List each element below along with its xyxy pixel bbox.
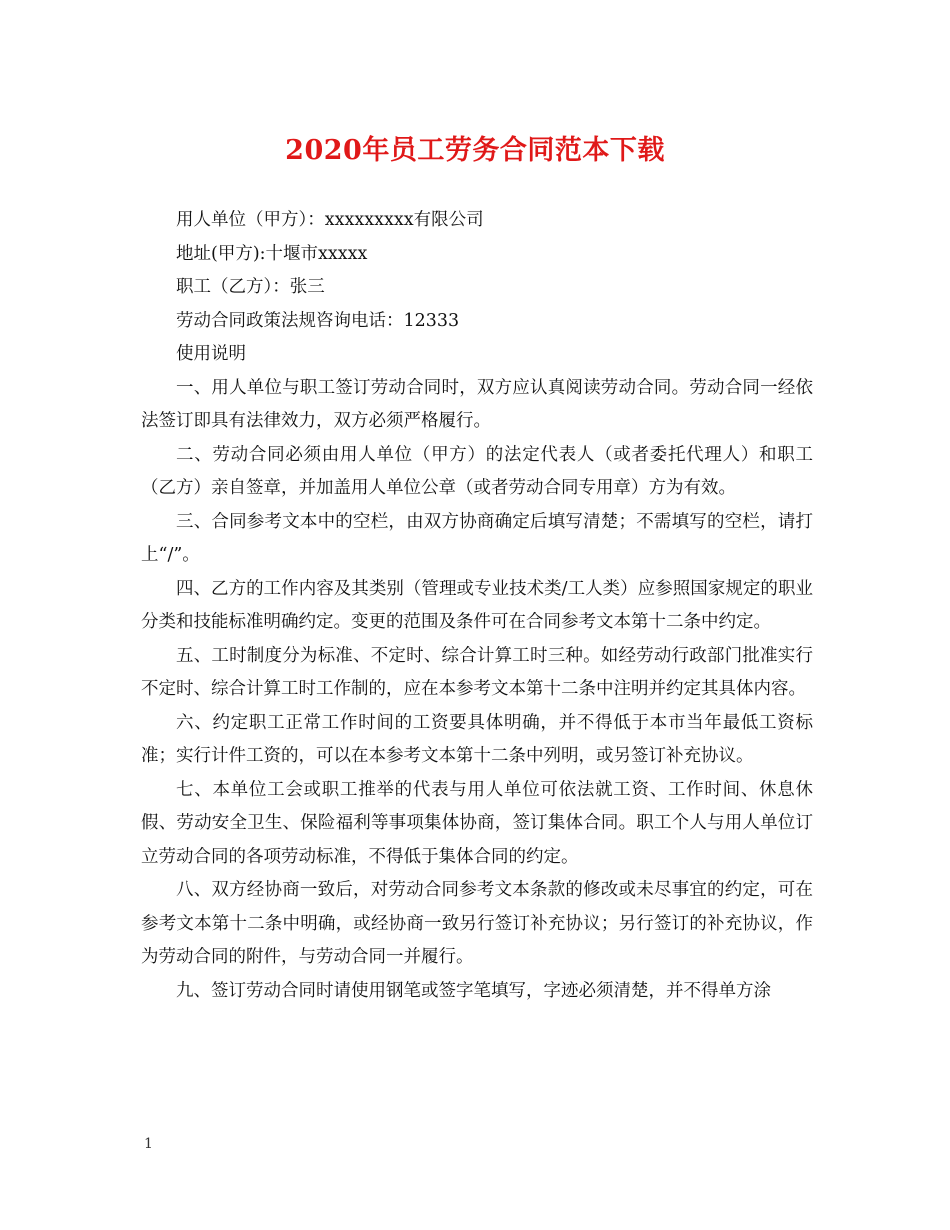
- document-title: 2020年员工劳务合同范本下载: [285, 135, 665, 166]
- paragraph-2: 二、劳动合同必须由用人单位（甲方）的法定代表人（或者委托代理人）和职工（乙方）亲自签章，并加盖用人单位公章（或者劳动合同专用章）方为有效。: [141, 444, 813, 498]
- paragraph-3: 三、合同参考文本中的空栏，由双方协商确定后填写清楚；不需填写的空栏，请打上“/”。: [141, 511, 813, 565]
- instructions-heading: 使用说明: [176, 344, 246, 364]
- paragraph-5: 五、工时制度分为标准、不定时、综合计算工时三种。如经劳动行政部门批准实行不定时、综合计算工时工作制的，应在本参考文本第十二条中注明并约定其具体内容。: [141, 645, 813, 699]
- hotline-line: 劳动合同政策法规咨询电话：12333: [176, 310, 460, 331]
- paragraph-1: 一、用人单位与职工签订劳动合同时，双方应认真阅读劳动合同。劳动合同一经依法签订即具有法律效力，双方必须严格履行。: [141, 377, 813, 431]
- paragraph-6: 六、约定职工正常工作时间的工资要具体明确，并不得低于本市当年最低工资标准；实行计件工资的，可以在本参考文本第十二条中列明，或另签订补充协议。: [141, 712, 813, 766]
- paragraph-4: 四、乙方的工作内容及其类别（管理或专业技术类/工人类）应参照国家规定的职业分类和技能标准明确约定。变更的范围及条件可在合同参考文本第十二条中约定。: [141, 578, 813, 632]
- paragraph-8: 八、双方经协商一致后，对劳动合同参考文本条款的修改或未尽事宜的约定，可在参考文本第十二条中明确，或经协商一致另行签订补充协议；另行签订的补充协议，作为劳动合同的附件，与劳动合同一并履行。: [141, 880, 813, 967]
- paragraph-9: 九、签订劳动合同时请使用钢笔或签字笔填写，字迹必须清楚，并不得单方涂: [176, 980, 771, 1001]
- page-number: 1: [144, 1136, 153, 1152]
- employee-line: 职工（乙方）：张三: [176, 277, 325, 297]
- paragraph-7: 七、本单位工会或职工推举的代表与用人单位可依法就工资、工作时间、休息休假、劳动安全卫生、保险福利等事项集体协商，签订集体合同。职工个人与用人单位订立劳动合同的各项劳动标准，不得低于集体合同的约定。: [141, 779, 813, 867]
- address-line: 地址(甲方):十堰市xxxxx: [176, 243, 368, 264]
- employer-line: 用人单位（甲方）：xxxxxxxxx有限公司: [176, 210, 484, 230]
- document-body: [141, 204, 813, 1008]
